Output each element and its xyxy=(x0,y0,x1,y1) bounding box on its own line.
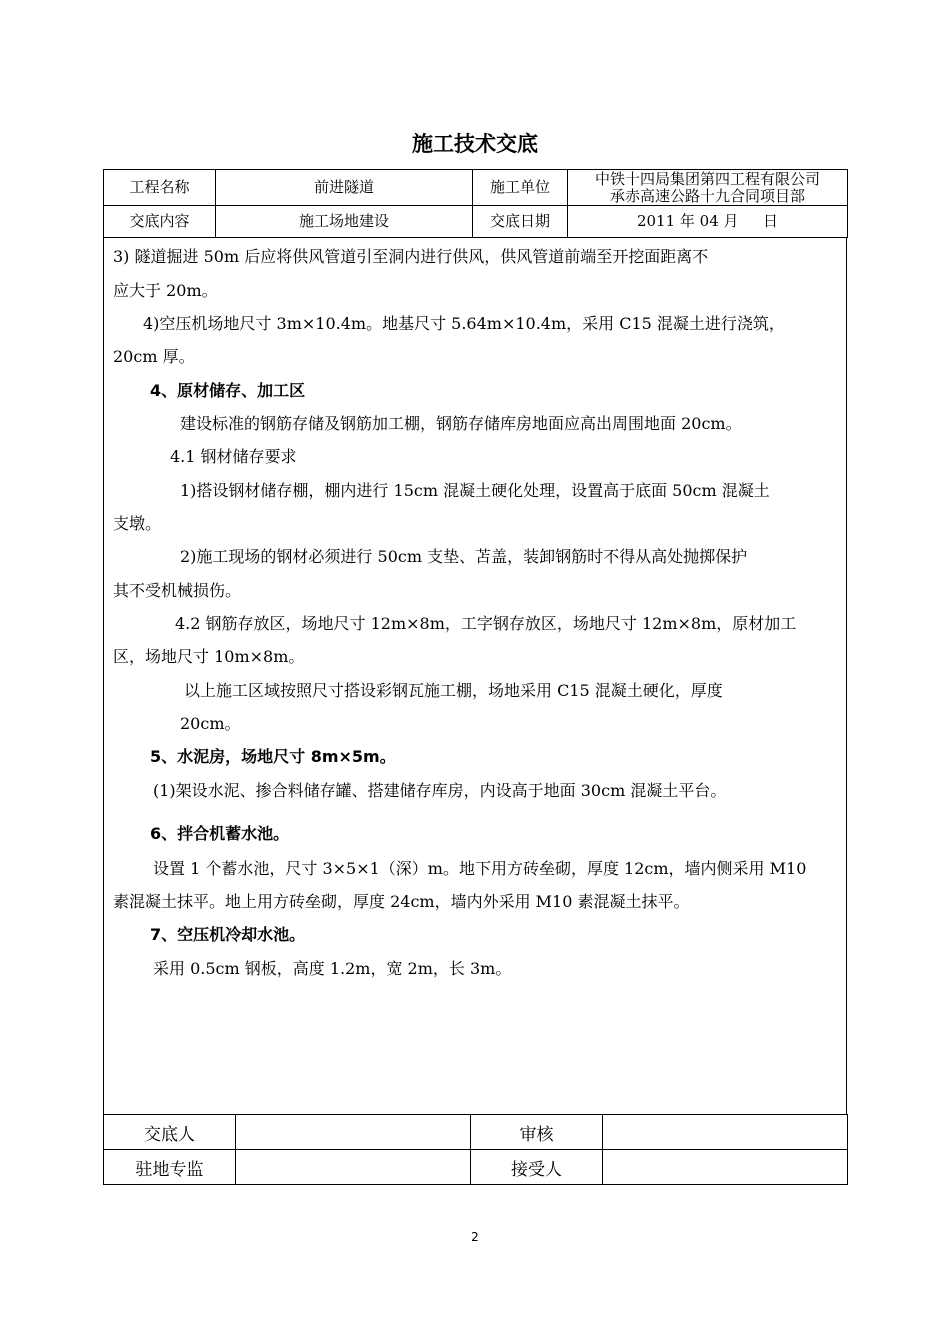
body-line: 区，场地尺寸 10m×8m。 xyxy=(113,647,305,666)
body-line: 应大于 20m。 xyxy=(113,281,218,300)
submitter-field[interactable] xyxy=(236,1115,471,1150)
signature-table xyxy=(103,1114,848,1185)
subsection-heading: 4.1 钢材储存要求 xyxy=(170,447,297,466)
page-number: 2 xyxy=(471,1230,479,1244)
unit-line-1: 中铁十四局集团第四工程有限公司 xyxy=(594,169,820,188)
section-heading: 5、水泥房，场地尺寸 8m×5m。 xyxy=(150,747,396,766)
body-line: 1)搭设钢材储存棚，棚内进行 15cm 混凝土硬化处理，设置高于底面 50cm 混凝土 xyxy=(180,481,770,500)
body-line: 采用 0.5cm 钢板，高度 1.2m，宽 2m，长 3m。 xyxy=(153,959,512,978)
body-line: 素混凝土抹平。地上用方砖垒砌，厚度 24cm，墙内外采用 M10 素混凝土抹平。 xyxy=(113,892,690,911)
review-label: 审核 xyxy=(471,1115,603,1150)
content-label: 交底内容 xyxy=(104,206,216,238)
receiver-field[interactable] xyxy=(603,1150,848,1185)
review-field[interactable] xyxy=(603,1115,848,1150)
body-line: 20cm。 xyxy=(180,714,241,733)
project-name-label: 工程名称 xyxy=(104,170,216,206)
body-line: 2)施工现场的钢材必须进行 50cm 支垫、苫盖，装卸钢筋时不得从高处抛掷保护 xyxy=(180,547,748,566)
page-title: 施工技术交底 xyxy=(412,132,538,156)
date-label: 交底日期 xyxy=(473,206,568,238)
section-heading: 4、原材储存、加工区 xyxy=(150,381,306,400)
body-line: 3) 隧道掘进 50m 后应将供风管道引至洞内进行供风，供风管道前端至开挖面距离不 xyxy=(113,247,709,266)
submitter-label: 交底人 xyxy=(104,1115,236,1150)
date-value: 2011 年 04 月 日 xyxy=(568,206,848,238)
body-line: 支墩。 xyxy=(113,514,162,533)
supervisor-field[interactable] xyxy=(236,1150,471,1185)
body-line: (1)架设水泥、掺合料储存罐、搭建储存库房，内设高于地面 30cm 混凝土平台。 xyxy=(153,781,727,800)
unit-line-2: 承赤高速公路十九合同项目部 xyxy=(609,186,805,205)
body-line: 以上施工区域按照尺寸搭设彩钢瓦施工棚，场地采用 C15 混凝土硬化，厚度 xyxy=(184,681,723,700)
body-line: 20cm 厚。 xyxy=(113,347,195,366)
body-line: 4)空压机场地尺寸 3m×10.4m。地基尺寸 5.64m×10.4m，采用 C15 混凝土进行浇筑， xyxy=(143,314,785,333)
receiver-label: 接受人 xyxy=(471,1150,603,1185)
body-line: 建设标准的钢筋存储及钢筋加工棚，钢筋存储库房地面应高出周围地面 20cm。 xyxy=(180,414,742,433)
content-value: 施工场地建设 xyxy=(216,206,473,238)
body-line: 设置 1 个蓄水池，尺寸 3×5×1（深）m。地下用方砖垒砌，厚度 12cm，墙内侧采用 M10 xyxy=(153,859,807,878)
project-name-value: 前进隧道 xyxy=(216,170,473,206)
unit-value xyxy=(568,170,848,206)
body-line: 4.2 钢筋存放区，场地尺寸 12m×8m，工字钢存放区，场地尺寸 12m×8m，原材加工 xyxy=(175,614,797,633)
content-body xyxy=(103,238,847,1114)
section-heading: 7、空压机冷却水池。 xyxy=(150,925,306,944)
supervisor-label: 驻地专监 xyxy=(104,1150,236,1185)
unit-label: 施工单位 xyxy=(473,170,568,206)
section-heading: 6、拌合机蓄水池。 xyxy=(150,824,290,843)
body-line: 其不受机械损伤。 xyxy=(113,581,242,600)
header-table xyxy=(103,169,848,238)
